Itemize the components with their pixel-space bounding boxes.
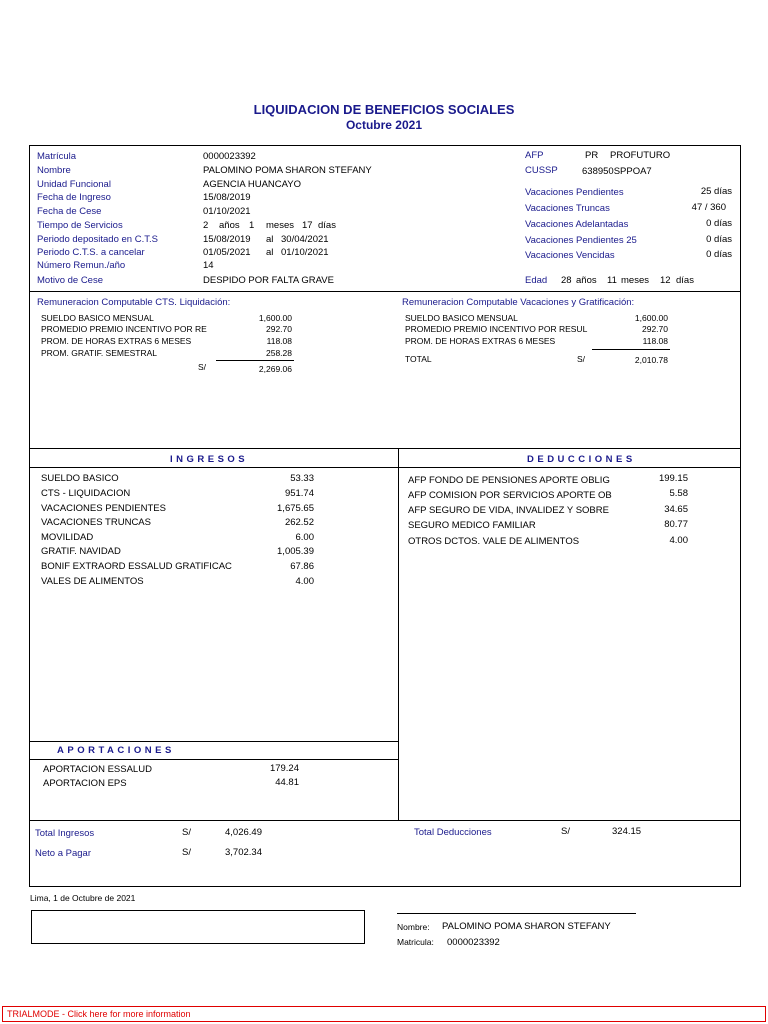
value-cussp: 638950SPPOA7 bbox=[582, 166, 652, 177]
ingreso-value: 53.33 bbox=[290, 473, 314, 484]
label-vac-venc: Vacaciones Vencidas bbox=[525, 250, 615, 261]
ingreso-label: VALES DE ALIMENTOS bbox=[41, 576, 144, 587]
tiempo-anios-label: años bbox=[219, 220, 240, 231]
divider bbox=[29, 759, 399, 760]
document-title: LIQUIDACION DE BENEFICIOS SOCIALES bbox=[253, 102, 515, 117]
aportacion-value: 179.24 bbox=[269, 763, 299, 774]
label-unidad: Unidad Funcional bbox=[37, 179, 111, 190]
deduccion-label: OTROS DCTOS. VALE DE ALIMENTOS bbox=[408, 536, 580, 547]
rem-vac-currency: S/ bbox=[577, 354, 586, 364]
value-cts-dep-hasta: 30/04/2021 bbox=[281, 234, 329, 245]
value-nombre: PALOMINO POMA SHARON STEFANY bbox=[203, 165, 372, 176]
value-cts-canc-hasta: 01/10/2021 bbox=[281, 247, 329, 258]
value-vac-trunc: 47 / 360 bbox=[691, 202, 726, 213]
ingreso-label: VACACIONES PENDIENTES bbox=[41, 503, 166, 514]
rem-vac-value: 1,600.00 bbox=[634, 313, 668, 323]
rem-vac-value: 292.70 bbox=[642, 324, 668, 334]
value-fecha-cese: 01/10/2021 bbox=[203, 206, 251, 217]
value-tiempo-anios: 2 bbox=[203, 220, 209, 231]
value-vac-pend: 25 días bbox=[700, 186, 732, 197]
rem-cts-value: 1,600.00 bbox=[258, 313, 292, 323]
divider bbox=[29, 820, 741, 821]
rem-cts-value: 258.28 bbox=[266, 348, 292, 358]
total-deducciones-currency: S/ bbox=[561, 826, 570, 837]
sum-line bbox=[216, 360, 294, 361]
label-cts-dep: Periodo depositado en C.T.S bbox=[37, 234, 158, 245]
value-cts-dep-desde: 15/08/2019 bbox=[203, 234, 251, 245]
rem-cts-title: Remuneracion Computable CTS. Liquidación: bbox=[37, 297, 231, 308]
rem-vac-label: PROMEDIO PREMIO INCENTIVO POR RESUL bbox=[405, 324, 588, 334]
edad-anios-label: años bbox=[576, 275, 597, 286]
label-vac-adel: Vacaciones Adelantadas bbox=[525, 219, 629, 230]
rem-cts-label: SUELDO BASICO MENSUAL bbox=[41, 313, 154, 323]
deducciones-title: DEDUCCIONES bbox=[527, 454, 636, 465]
aportacion-label: APORTACION EPS bbox=[43, 778, 127, 789]
value-matricula: 0000023392 bbox=[203, 151, 256, 162]
value-afp-name: PROFUTURO bbox=[610, 150, 671, 161]
label-cts-canc: Periodo C.T.S. a cancelar bbox=[37, 247, 145, 258]
rem-cts-currency: S/ bbox=[198, 362, 207, 372]
total-deducciones-label: Total Deducciones bbox=[414, 827, 492, 838]
rem-cts-label: PROM. DE HORAS EXTRAS 6 MESES bbox=[41, 336, 192, 346]
deduccion-value: 5.58 bbox=[669, 488, 688, 499]
neto-currency: S/ bbox=[182, 847, 191, 858]
label-vac-p25: Vacaciones Pendientes 25 bbox=[525, 235, 637, 246]
deduccion-label: AFP SEGURO DE VIDA, INVALIDEZ Y SOBRE bbox=[408, 505, 609, 516]
rem-cts-label: PROMEDIO PREMIO INCENTIVO POR RE bbox=[41, 324, 207, 334]
total-ingresos-currency: S/ bbox=[182, 827, 191, 838]
ingreso-value: 67.86 bbox=[290, 561, 314, 572]
deduccion-label: AFP FONDO DE PENSIONES APORTE OBLIG bbox=[408, 475, 610, 486]
value-vac-p25: 0 días bbox=[706, 234, 732, 245]
label-vac-pend: Vacaciones Pendientes bbox=[525, 187, 624, 198]
value-tiempo-dias: 17 bbox=[302, 220, 313, 231]
value-edad-dias: 12 bbox=[660, 275, 671, 286]
neto-label: Neto a Pagar bbox=[35, 848, 91, 859]
total-deducciones-value: 324.15 bbox=[612, 826, 642, 837]
deduccion-label: AFP COMISION POR SERVICIOS APORTE OB bbox=[408, 490, 612, 501]
value-afp-code: PR bbox=[585, 150, 599, 161]
value-vac-venc: 0 días bbox=[706, 249, 732, 260]
ingreso-label: SUELDO BASICO bbox=[41, 473, 119, 484]
label-tiempo: Tiempo de Servicios bbox=[37, 220, 123, 231]
edad-meses-label: meses bbox=[621, 275, 649, 286]
rem-vac-total-label: TOTAL bbox=[405, 354, 432, 364]
tiempo-dias-label: días bbox=[318, 220, 336, 231]
footer-nombre-label: Nombre: bbox=[397, 922, 430, 932]
label-remun: Número Remun./año bbox=[37, 260, 126, 271]
label-fecha-cese: Fecha de Cese bbox=[37, 206, 102, 217]
value-cts-canc-desde: 01/05/2021 bbox=[203, 247, 251, 258]
ingreso-label: BONIF EXTRAORD ESSALUD GRATIFICAC bbox=[41, 561, 232, 572]
label-fecha-ingreso: Fecha de Ingreso bbox=[37, 192, 111, 203]
divider bbox=[29, 291, 741, 292]
sum-line bbox=[592, 349, 670, 350]
value-motivo: DESPIDO POR FALTA GRAVE bbox=[203, 275, 334, 286]
ingreso-label: GRATIF. NAVIDAD bbox=[41, 546, 121, 557]
rem-cts-value: 292.70 bbox=[266, 324, 292, 334]
document-period: Octubre 2021 bbox=[345, 118, 423, 132]
label-nombre: Nombre bbox=[37, 165, 71, 176]
rem-cts-label: PROM. GRATIF. SEMESTRAL bbox=[41, 348, 158, 358]
ingreso-value: 6.00 bbox=[295, 532, 314, 543]
al-label: al bbox=[266, 247, 274, 258]
footer-nombre-value: PALOMINO POMA SHARON STEFANY bbox=[442, 921, 611, 932]
label-vac-trunc: Vacaciones Truncas bbox=[525, 203, 610, 214]
footer-matricula-label: Matricula: bbox=[397, 937, 434, 947]
column-divider bbox=[398, 448, 399, 820]
ingreso-value: 951.74 bbox=[284, 488, 314, 499]
label-cussp: CUSSP bbox=[525, 165, 558, 176]
label-edad: Edad bbox=[525, 275, 548, 286]
total-ingresos-value: 4,026.49 bbox=[225, 827, 262, 838]
label-motivo: Motivo de Cese bbox=[37, 275, 104, 286]
deduccion-value: 34.65 bbox=[664, 504, 688, 515]
deduccion-value: 4.00 bbox=[669, 535, 688, 546]
ingreso-label: MOVILIDAD bbox=[41, 532, 94, 543]
value-vac-adel: 0 días bbox=[706, 218, 732, 229]
rem-cts-value: 118.08 bbox=[266, 336, 292, 346]
value-edad-meses: 11 bbox=[607, 275, 617, 286]
aportaciones-title: APORTACIONES bbox=[57, 745, 175, 756]
ingreso-value: 4.00 bbox=[295, 576, 314, 587]
deduccion-value: 80.77 bbox=[664, 519, 688, 530]
aportacion-label: APORTACION ESSALUD bbox=[43, 764, 152, 775]
deduccion-value: 199.15 bbox=[658, 473, 688, 484]
value-fecha-ingreso: 15/08/2019 bbox=[203, 192, 251, 203]
ingresos-title: INGRESOS bbox=[170, 454, 249, 465]
label-matricula: Matrícula bbox=[37, 151, 77, 162]
neto-value: 3,702.34 bbox=[225, 847, 262, 858]
ingreso-label: CTS - LIQUIDACION bbox=[41, 488, 131, 499]
ingreso-label: VACACIONES TRUNCAS bbox=[41, 517, 151, 528]
total-ingresos-label: Total Ingresos bbox=[35, 828, 95, 839]
ingreso-value: 262.52 bbox=[284, 517, 314, 528]
rem-vac-total: 2,010.78 bbox=[634, 355, 668, 365]
deduccion-label: SEGURO MEDICO FAMILIAR bbox=[408, 520, 536, 531]
value-tiempo-meses: 1 bbox=[249, 220, 255, 231]
signature-line bbox=[397, 913, 636, 914]
value-unidad: AGENCIA HUANCAYO bbox=[203, 179, 302, 190]
divider bbox=[29, 467, 741, 468]
divider bbox=[29, 448, 741, 449]
rem-vac-label: SUELDO BASICO MENSUAL bbox=[405, 313, 518, 323]
trial-mode-banner[interactable]: TRIALMODE - Click here for more information bbox=[2, 1006, 766, 1022]
footer-matricula-value: 0000023392 bbox=[447, 937, 500, 948]
ingreso-value: 1,675.65 bbox=[277, 503, 314, 514]
rem-vac-title: Remuneracion Computable Vacaciones y Gratificación: bbox=[402, 297, 635, 308]
tiempo-meses-label: meses bbox=[266, 220, 294, 231]
signature-box bbox=[31, 910, 365, 944]
place-date: Lima, 1 de Octubre de 2021 bbox=[30, 893, 136, 903]
rem-vac-value: 118.08 bbox=[642, 336, 668, 346]
value-remun: 14 bbox=[203, 260, 214, 271]
value-edad-anios: 28 bbox=[561, 275, 572, 286]
rem-vac-label: PROM. DE HORAS EXTRAS 6 MESES bbox=[405, 336, 556, 346]
al-label: al bbox=[266, 234, 274, 245]
rem-cts-total: 2,269.06 bbox=[258, 364, 292, 374]
ingreso-value: 1,005.39 bbox=[277, 546, 314, 557]
edad-dias-label: días bbox=[676, 275, 694, 286]
label-afp: AFP bbox=[525, 150, 544, 161]
aportacion-value: 44.81 bbox=[275, 777, 299, 788]
